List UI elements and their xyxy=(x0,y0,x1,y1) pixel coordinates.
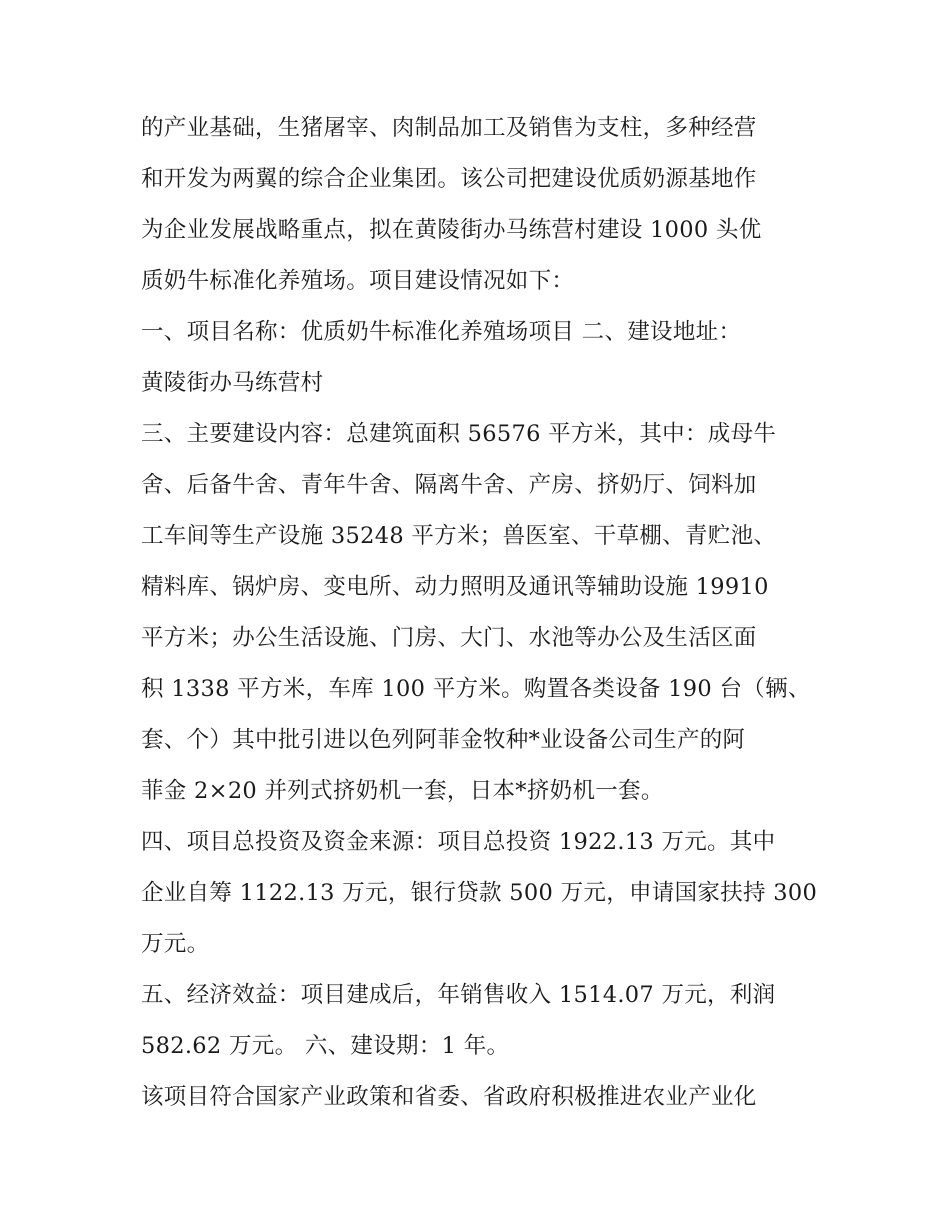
text-line: 和开发为两翼的综合企业集团。该公司把建设优质奶源基地作 xyxy=(141,166,757,192)
text-line: 企业自筹 1122.13 万元，银行贷款 500 万元，申请国家扶持 300 xyxy=(141,880,818,906)
text-line: 为企业发展战略重点，拟在黄陵街办马练营村建设 1000 头优 xyxy=(141,217,762,243)
text-line: 质奶牛标准化养殖场。项目建设情况如下： xyxy=(141,268,575,294)
text-line: 黄陵街办马练营村 xyxy=(141,370,324,396)
text-line: 套、个）其中批引进以色列阿菲金牧种*业设备公司生产的阿 xyxy=(141,727,746,753)
text-line: 舍、后备牛舍、青年牛舍、隔离牛舍、产房、挤奶厅、饲料加 xyxy=(141,472,757,498)
text-line: 平方米；办公生活设施、门房、大门、水池等办公及生活区面 xyxy=(141,625,757,651)
text-line: 精料库、锅炉房、变电所、动力照明及通讯等辅助设施 19910 xyxy=(141,574,769,600)
text-line: 一、项目名称：优质奶牛标准化养殖场项目 二、建设地址： xyxy=(141,319,742,345)
text-line: 工车间等生产设施 35248 平方米；兽医室、干草棚、青贮池、 xyxy=(141,523,777,549)
text-line: 菲金 2×20 并列式挤奶机一套，日本*挤奶机一套。 xyxy=(141,778,664,804)
text-line: 该项目符合国家产业政策和省委、省政府积极推进农业产业化 xyxy=(141,1084,757,1110)
text-line: 积 1338 平方米，车库 100 平方米。购置各类设备 190 台（辆、 xyxy=(141,676,811,702)
text-line: 三、主要建设内容：总建筑面积 56576 平方米，其中：成母牛 xyxy=(141,421,777,447)
text-line: 五、经济效益：项目建成后，年销售收入 1514.07 万元，利润 xyxy=(141,982,776,1008)
text-line: 的产业基础，生猪屠宰、肉制品加工及销售为支柱，多种经营 xyxy=(141,115,757,141)
text-line: 四、项目总投资及资金来源：项目总投资 1922.13 万元。其中 xyxy=(141,829,776,855)
text-line: 582.62 万元。 六、建设期：1 年。 xyxy=(141,1033,510,1059)
text-line: 万元。 xyxy=(141,931,210,957)
document-body xyxy=(141,103,821,1123)
